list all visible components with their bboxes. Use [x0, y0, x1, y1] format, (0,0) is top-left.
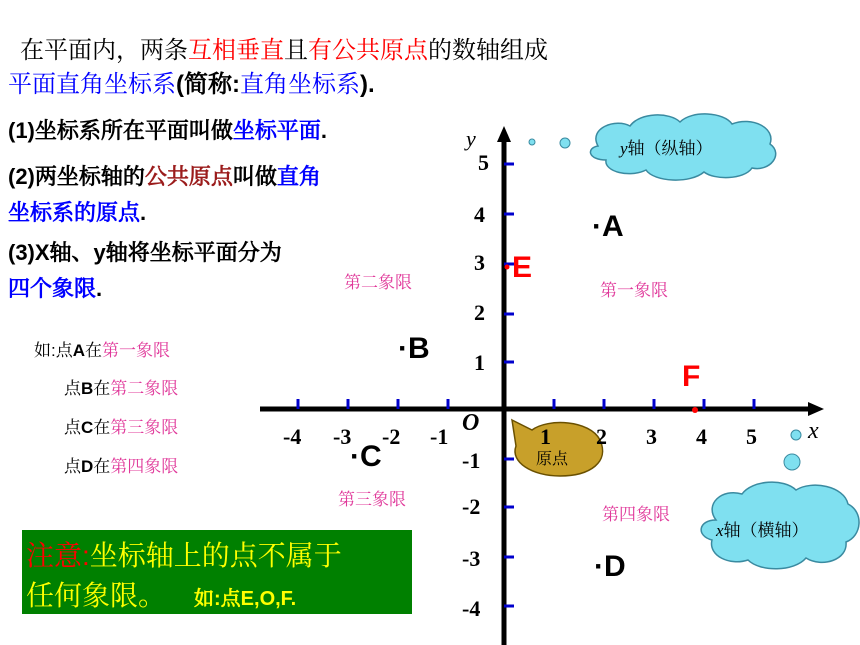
- item-3-line-1: (3)X轴、y轴将坐标平面分为: [8, 240, 282, 265]
- y-tick-label: 2: [474, 300, 485, 325]
- x-axis-arrow: [808, 402, 824, 416]
- y-axis-arrow: [497, 126, 511, 142]
- y-axis-label: y: [466, 126, 476, 151]
- point-f: F: [682, 360, 701, 393]
- point-e: E: [512, 251, 533, 284]
- point-f-marker: [692, 407, 698, 413]
- y-tick-label: 4: [474, 202, 485, 227]
- callout-bubble: [529, 139, 535, 145]
- point-c: ·C: [350, 440, 382, 473]
- x-axis-callout-text: x轴（横轴）: [716, 521, 809, 540]
- origin-label: O: [462, 410, 480, 436]
- point-a: ·A: [592, 210, 624, 243]
- y-tick-label: -2: [462, 494, 481, 519]
- item-1: (1)坐标系所在平面叫做坐标平面.: [8, 118, 328, 143]
- y-tick-label: -1: [462, 448, 481, 473]
- y-tick-label: 3: [474, 250, 485, 275]
- item-2-line-2: 坐标系的原点.: [8, 200, 147, 225]
- origin-callout-text: 原点: [536, 451, 569, 468]
- x-axis-label: x: [808, 418, 819, 444]
- note-line-1: 注意:坐标轴上的点不属于: [26, 540, 342, 571]
- intro-line-2: 平面直角坐标系(简称:直角坐标系).: [8, 71, 375, 98]
- callout-bubble: [784, 454, 800, 470]
- x-axis-callout: [701, 430, 859, 569]
- x-tick-label: 3: [646, 424, 657, 449]
- quadrant-3-label: 第三象限: [338, 490, 406, 509]
- item-2-line-1: (2)两坐标轴的公共原点叫做直角: [8, 164, 321, 189]
- x-tick-label: 2: [596, 424, 607, 449]
- example-d: 点D在第四象限: [64, 457, 179, 476]
- y-tick-label: 1: [474, 350, 485, 375]
- x-tick-label: -2: [382, 424, 401, 449]
- x-tick-label: -1: [430, 424, 449, 449]
- x-tick-label: 5: [746, 424, 757, 449]
- note-line-2: 任何象限。 如:点E,O,F.: [26, 580, 297, 611]
- callout-bubble: [560, 138, 570, 148]
- x-tick-label: -3: [333, 424, 352, 449]
- example-b: 点B在第二象限: [64, 379, 179, 398]
- x-tick-label: -4: [283, 424, 302, 449]
- example-a: 如:点A在第一象限: [34, 341, 171, 360]
- quadrant-1-label: 第一象限: [600, 281, 668, 300]
- y-tick-label: -4: [462, 596, 481, 621]
- intro-line-1: 在平面内，两条互相垂直且有公共原点的数轴组成: [20, 37, 548, 64]
- x-tick-label: 1: [540, 424, 551, 449]
- example-c: 点C在第三象限: [64, 418, 179, 437]
- quadrant-2-label: 第二象限: [344, 273, 412, 292]
- y-tick-label: 5: [478, 150, 489, 175]
- quadrant-4-label: 第四象限: [602, 505, 670, 524]
- point-b: ·B: [398, 332, 430, 365]
- point-e-marker: [505, 265, 510, 270]
- y-tick-label: -3: [462, 546, 481, 571]
- x-tick-label: 4: [696, 424, 707, 449]
- point-d: ·D: [594, 550, 626, 583]
- callout-bubble: [791, 430, 801, 440]
- y-axis-callout-text: y轴（纵轴）: [620, 139, 713, 158]
- item-3-line-2: 四个象限.: [8, 276, 103, 301]
